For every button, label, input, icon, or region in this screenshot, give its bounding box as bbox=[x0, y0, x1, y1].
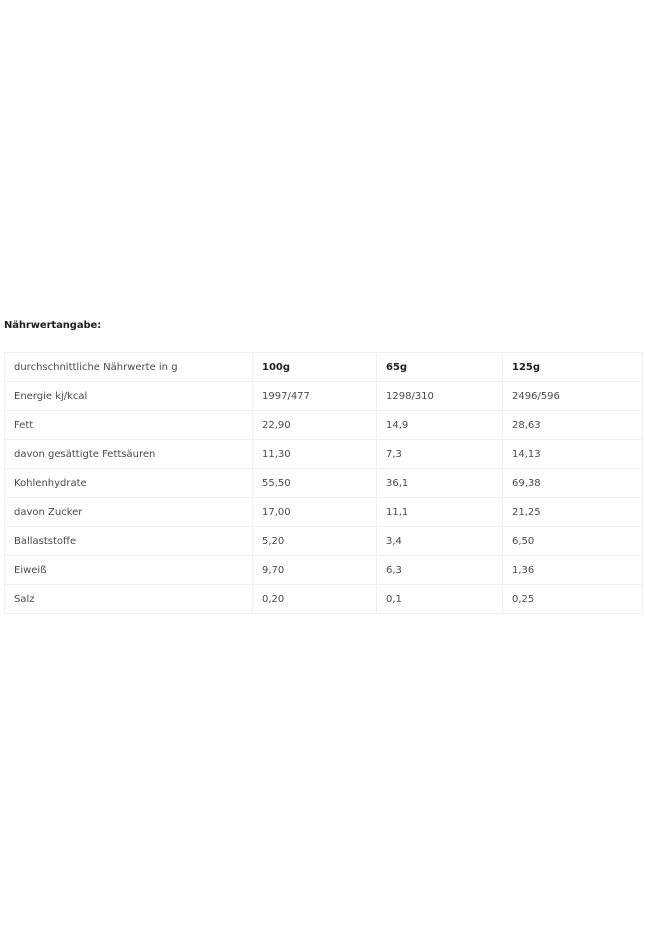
value-100g: 11,30 bbox=[253, 440, 377, 469]
value-125g: 21,25 bbox=[503, 498, 643, 527]
value-125g: 0,25 bbox=[503, 585, 643, 614]
nutrient-name: Ballaststoffe bbox=[5, 527, 253, 556]
value-65g: 14,9 bbox=[377, 411, 503, 440]
value-125g: 69,38 bbox=[503, 469, 643, 498]
value-100g: 55,50 bbox=[253, 469, 377, 498]
value-100g: 0,20 bbox=[253, 585, 377, 614]
nutrient-name: davon gesättigte Fettsäuren bbox=[5, 440, 253, 469]
value-100g: 22,90 bbox=[253, 411, 377, 440]
table-row bbox=[5, 382, 643, 411]
nutrient-name: Energie kj/kcal bbox=[5, 382, 253, 411]
table-row bbox=[5, 556, 643, 585]
value-65g: 0,1 bbox=[377, 585, 503, 614]
nutrient-name: Eiweiß bbox=[5, 556, 253, 585]
value-65g: 36,1 bbox=[377, 469, 503, 498]
header-125g: 125g bbox=[503, 353, 643, 382]
value-125g: 28,63 bbox=[503, 411, 643, 440]
table-row bbox=[5, 498, 643, 527]
value-125g: 14,13 bbox=[503, 440, 643, 469]
value-100g: 5,20 bbox=[253, 527, 377, 556]
table-header-row bbox=[5, 353, 643, 382]
value-100g: 17,00 bbox=[253, 498, 377, 527]
table-row bbox=[5, 469, 643, 498]
table-row bbox=[5, 585, 643, 614]
value-125g: 6,50 bbox=[503, 527, 643, 556]
header-100g: 100g bbox=[253, 353, 377, 382]
table-row bbox=[5, 440, 643, 469]
nutrition-heading: Nährwertangabe: bbox=[4, 320, 102, 331]
header-nutrient: durchschnittliche Nährwerte in g bbox=[5, 353, 253, 382]
nutrient-name: Salz bbox=[5, 585, 253, 614]
value-100g: 9,70 bbox=[253, 556, 377, 585]
table-row bbox=[5, 527, 643, 556]
value-65g: 7,3 bbox=[377, 440, 503, 469]
nutrient-name: Fett bbox=[5, 411, 253, 440]
nutrition-table bbox=[4, 352, 643, 614]
nutrient-name: davon Zucker bbox=[5, 498, 253, 527]
value-125g: 1,36 bbox=[503, 556, 643, 585]
table-row bbox=[5, 411, 643, 440]
value-125g: 2496/596 bbox=[503, 382, 643, 411]
value-65g: 1298/310 bbox=[377, 382, 503, 411]
value-100g: 1997/477 bbox=[253, 382, 377, 411]
header-65g: 65g bbox=[377, 353, 503, 382]
nutrient-name: Kohlenhydrate bbox=[5, 469, 253, 498]
value-65g: 11,1 bbox=[377, 498, 503, 527]
value-65g: 6,3 bbox=[377, 556, 503, 585]
value-65g: 3,4 bbox=[377, 527, 503, 556]
